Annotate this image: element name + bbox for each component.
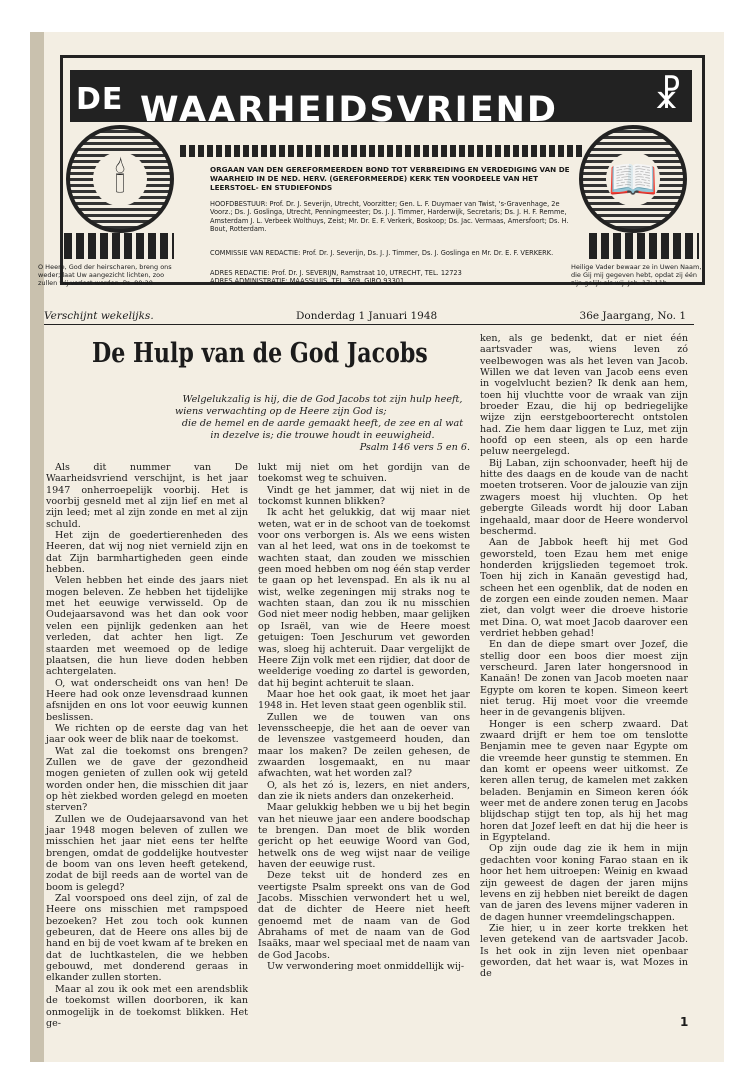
binding-edge [30,32,44,1062]
epigraph-reference: Psalm 146 vers 5 en 6. [359,442,470,453]
addresses [210,269,580,286]
paragraph: Als dit nummer van De Waarheidsvriend verschijnt, is het jaar 1947 onherroepelijk voorbij. Het is voorbij gesneld met al zijn lief en met al zijn leed; met al zijn zonde en met al zijn schuld. [46,462,248,530]
title-name: WAARHEIDSVRIEND [140,90,558,130]
paragraph: We richten op de eerste dag van het jaar ook weer de blik naar de toekomst. [46,722,248,746]
issue-date: Donderdag 1 Januari 1948 [296,310,438,322]
epigraph [175,394,470,454]
paragraph: Aan de Jabbok heeft hij met God geworsteld, toen Ezau hem met enige honderden krijgslieden tegemoet trok. Toen hij zich in Kanaän gevestigd had, scheen het een ogenblik, dat de noden en de zorgen een einde zouden nemen. Maar ziet, dan volgt weer die droeve historie met Dina. O, wat moet Jacob daarover een verdriet hebben gehad! [480,537,688,639]
open-book-icon [579,125,687,233]
board-members: HOOFDBESTUUR: Prof. Dr. J. Severijn, Utrecht, Voorzitter; Gen. L. F. Duymaer van Twist, 's-Gravenhage, 2e Voorz.; Ds. J. Goslinga, Utrecht, Penningmeester; Ds. J. J. Timmer, Harderwijk, Secretaris; Ds. J. H. F. Remme, Amsterdam J. L. Verbeek Wolthuys, Zeist; Mr. Dr. E. F. Verkerk, Boskoop; Ds. Jac. Vermaas, Amersfoort; Ds. H. Bout, Rotterdam. [210,200,569,234]
book-glyph-icon: 📖 [606,152,660,206]
page-number: 1 [680,1015,689,1029]
volume-number: 36e Jaargang, No. 1 [579,310,686,322]
admin-address: ADRES ADMINISTRATIE: MAASSLUIS, TEL. 369, GIRO 93301. [210,277,407,286]
paragraph: Wat zal die toekomst ons brengen? Zullen we de gave der gezondheid mogen genieten of zullen ook wij geteld worden onder hen, die misschien dit jaar op hèt ziekbed worden gelegd en moeten sterven? [46,745,248,814]
paragraph: ken, als ge bedenkt, dat er niet één aartsvader was, wiens leven zó veelbewogen was als het leven van Jacob. Willen we dat leven van Jacob eens even in vogelvlucht bezien? Ik denk aan hem, toen hij vluchtte voor de wraak van zijn broeder Ezau, die hij op bedriegelijke wijze zijn eerstgeboorterecht ontstolen had. Zie hem daar liggen te Luz, met zijn hoofd op een steen, als op een harde peluw neergelegd. [480,333,688,458]
paragraph: Deze tekst uit de honderd zes en veertigste Psalm spreekt ons van de God Jacobs. Misschien verwondert het u wel, dat de dichter de Heere niet heeft genoemd met de naam van de God Abrahams of met de naam van de God Isaäks, maar wel speciaal met de naam van de God Jacobs. [258,870,470,961]
epigraph-line: die de hemel en de aarde gemaakt heeft, de zee en al wat [181,418,464,429]
masthead [38,55,705,305]
decorative-stripes [180,145,585,157]
pillars-right [589,233,699,259]
paragraph: Honger is een scherp zwaard. Dat zwaard drijft er hem toe om tenslotte Benjamin mee te geven naar Egypte om die vreemde heer gunstig te stemmen. En dan komt er opeens weer uitkomst. Ze keren allen terug, de kamelen met zakken beladen. Benjamin en Simeon keren óók weer met de andere zonen terug en Jacobs blijdschap stijgt ten top, als hij het mag horen dat Jozef leeft en dat hij die heer is in Egypteland. [480,718,688,844]
paragraph: Maar al zou ik ook met een arendsblik de toekomst willen doorboren, ik kan onmogelijk in de toekomst blikken. Het ge- [46,983,248,1029]
dateline [44,308,694,325]
paragraph: Uw verwondering moet onmiddellijk wij- [267,961,465,973]
paragraph: En dan de diepe smart over Jozef, die stellig door een boos dier moest zijn verscheurd. Jaren later hongersnood in Kanaän! De zonen van Jacob moeten naar Egypte om koren te kopen. Simeon keert niet terug. Hij moet voor die vreemde heer in de gevangenis blijven. [480,639,688,719]
epigraph-line: wiens verwachting op de Heere zijn God is; [175,406,387,417]
paragraph: Maar gelukkig hebben we u bij het begin van het nieuwe jaar een andere boodschap te brengen. Dan moet de blik worden gericht op het eeuwige Woord van God, hetwelk ons de weg wijst naar de veilige haven der eeuwige rust. [258,802,470,871]
article-column-3 [480,333,688,980]
chi-rho-icon: ☧ [653,76,682,117]
pillars-left [64,233,174,259]
candle-flame-icon: 🕯 [93,152,147,206]
verse-right: Heilige Vader bewaar ze in Uwen Naam, die Gij mij gegeven hebt, opdat zij één zijn gelijk als wij. Joh. 17: 11b. [571,263,702,288]
paragraph: O, als het zó is, lezers, en niet anders, dan zie ik niets anders dan onzekerheid. [258,779,470,802]
paragraph: Maar hoe het ook gaat, ik moet het jaar 1948 in. Het leven staat geen ogenblik stil. [258,688,470,712]
frequency: Verschijnt wekelijks. [44,310,154,322]
paragraph: Bij Laban, zijn schoonvader, heeft hij de hitte des daags en de koude van de nacht moeten trotseren. Voor de jalouzie van zijn zwagers moest hij vluchten. Op het gebergte Gileads wordt hij door Laban ingehaald, maar door de Heere wondervol beschermd. [480,457,688,537]
paragraph: lukt mij niet om het gordijn van de toekomst weg te schuiven. [258,462,470,485]
paragraph: Zal voorspoed ons deel zijn, of zal de Heere ons misschien met rampspoed bezoeken? Het zou toch ook kunnen gebeuren, dat de Heere ons alles bij de hand en bij de voet kwam af te breken en dat de luchtkastelen, die we hebben gebouwd, met donderend geraas in elkander zullen storten. [46,893,248,984]
candle-icon [66,125,174,233]
paragraph: Ik acht het gelukkig, dat wij maar niet weten, wat er in de schoot van de toekomst voor ons verborgen is. Als we eens wisten van al het leed, wat ons in de toekomst te wachten staat, dan zouden we misschien geen moed hebben om nog één stap verder te gaan op het levenspad. En als ik nu al wist, welke zegeningen mij straks nog te wachten staan, dan zou ik nu misschien God niet meer nodig hebben, maar gelijken op Israël, van wie de Heere moest getuigen: Toen Jeschurum vet geworden was, sloeg hij achteruit. Daar vergelijkt de Heere Zijn volk met een rijdier, dat door de weelderige voeding zo dartel is geworden, dat hij begint achteruit te slaan. [258,507,470,689]
paragraph: Zullen we de Oudejaarsavond van het jaar 1948 mogen beleven of zullen we misschien het jaar niet eens ter helfte brengen, omdat de goddelijke houtvester de boom van ons leven heeft getekend, zodat de bijl reeds aan de wortel van de boom is gelegd? [46,813,248,893]
title-banner [70,70,692,130]
article-headline: De Hulp van de God Jacobs [92,338,428,369]
paragraph: Vindt ge het jammer, dat wij niet in de tockomst kunnen blikken? [258,484,470,508]
epigraph-line: Welgelukzalig is hij, die de God Jacobs tot zijn hulp heeft, [182,394,463,405]
paragraph: Het zijn de goedertierenheden des Heeren, dat wij nog niet vernield zijn en dat Zijn barmhartigheden geen einde hebben. [46,530,248,576]
paragraph: Velen hebben het einde des jaars niet mogen beleven. Ze hebben het tijdelijke met het eeuwige verwisseld. Op de Oudejaarsavond was het dan ook voor velen een pijnlijk gedenken aan het verleden, dat achter hen ligt. Ze staarden met weemoed op de ledige plaatsen, die hun lieve doden hebben achtergelaten. [46,575,248,678]
editor-address: ADRES REDACTIE: Prof. Dr. J. SEVERIJN, Ramstraat 10, UTRECHT, TEL. 12723 [210,269,462,277]
paragraph: Op zijn oude dag zie ik hem in mijn gedachten voor koning Farao staan en ik hoor het hem uitroepen: Weinig en kwaad zijn geweest de dagen der jaren mijns levens en zij hebben niet bereikt de dagen van de jaren des levens mijner vaderen in de dagen hunner vreemdelingschappen. [480,843,688,923]
verse-left: O Heere, God der heirscharen, breng ons weder; laat Uw aangezicht lichten, zoo zullen wij verlost worden. Ps. 80:20 [38,263,172,288]
editorial-committee: COMMISSIE VAN REDACTIE: Prof. Dr. J. Severijn, Ds. J. J. Timmer, Ds. J. Goslinga en Mr. Dr. E. F. VERKERK. [210,249,554,257]
epigraph-line: in dezelve is; die trouwe houdt in eeuwigheid. [210,430,435,441]
paragraph: Zullen we de touwen van ons levensscheepje, die het aan de oever van de levenszee vastgemeerd houden, dan maar los maken? De zeilen gehesen, de zwaarden losgemaakt, en nu maar afwachten, wat het worden zal? [258,711,470,780]
paragraph: O, wat onderscheidt ons van hen! De Heere had ook onze levensdraad kunnen afsnijden en ons lot voor eeuwig kunnen beslissen. [46,677,248,723]
article-column-1 [46,462,248,1029]
article-column-2 [258,462,470,972]
title-de: DE [76,82,124,117]
organisation-subtitle: ORGAAN VAN DEN GEREFORMEERDEN BOND TOT VERBREIDING EN VERDEDIGING VAN DE WAARHEID IN DE NED. HERV. (GEREFORMEERDE) KERK TEN VOORDEELE VAN HET LEERSTOEL- EN STUDIEFONDS [210,165,570,192]
paragraph: Zie hier, u in zeer korte trekken het leven getekend van de aartsvader Jacob. Is het ook in zijn leven niet openbaar geworden, dat het waar is, wat Mozes in de [480,922,688,980]
